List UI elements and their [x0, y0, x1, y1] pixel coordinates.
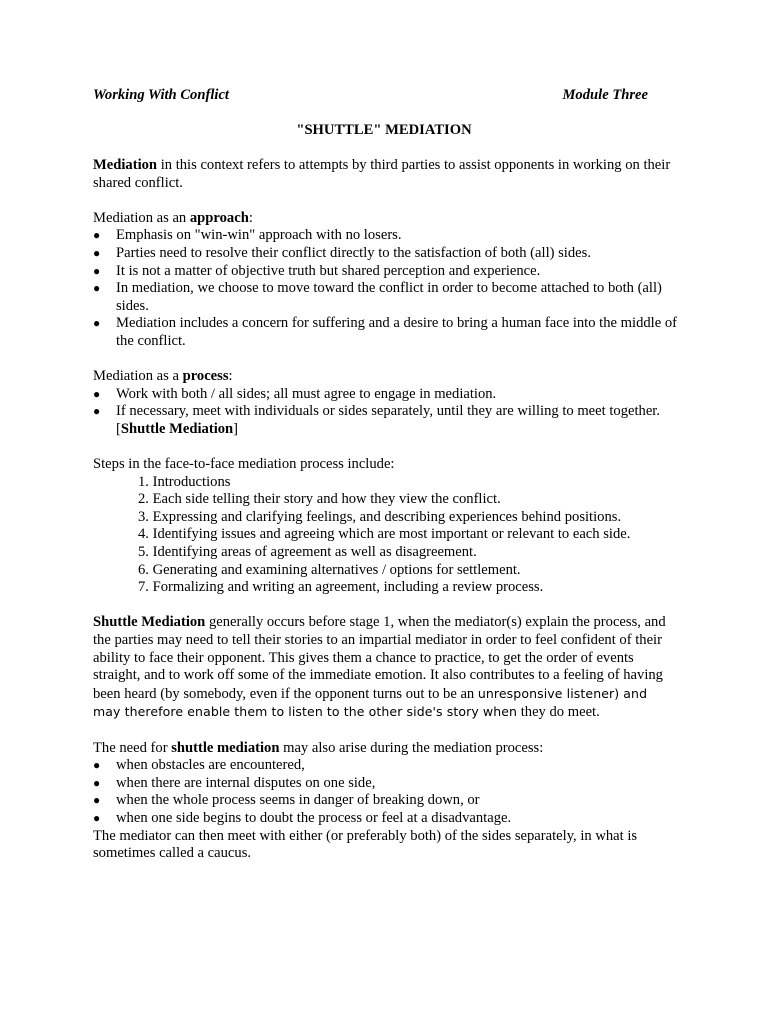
list-item: ● when the whole process seems in danger of breaking down, or — [93, 792, 480, 809]
bullet-icon: ● — [93, 404, 101, 419]
bullet-icon: ● — [93, 775, 101, 790]
approach-list — [93, 227, 678, 350]
page-title: "SHUTTLE" MEDIATION — [296, 122, 472, 138]
list-item: ● Emphasis on "win-win" approach with no losers. — [93, 227, 402, 244]
process-list — [93, 386, 678, 439]
list-item: 3. Expressing and clarifying feelings, and describing experiences behind positions. — [138, 508, 622, 525]
intro-paragraph: Mediation in this context refers to attempts by third parties to assist opponents in working on their shared conflict. — [93, 157, 671, 191]
list-item: ● Mediation includes a concern for suffering and a desire to bring a human face into the middle of the conflict. — [93, 315, 677, 349]
module-label: Module Three — [562, 87, 648, 103]
process-heading: Mediation as a process: — [93, 368, 233, 385]
need-heading: The need for shuttle mediation may also arise during the mediation process: — [93, 739, 544, 756]
bullet-icon: ● — [93, 793, 101, 808]
bullet-icon: ● — [93, 263, 101, 278]
bullet-icon: ● — [93, 281, 101, 296]
list-item: 4. Identifying issues and agreeing which are most important or relevant to each side. — [138, 526, 631, 543]
list-item: ● In mediation, we choose to move toward the conflict in order to become attached to both (all) sides. — [93, 280, 662, 314]
bullet-icon: ● — [93, 316, 101, 331]
list-item: ● when obstacles are encountered, — [93, 757, 305, 774]
list-item: ● Parties need to resolve their conflict directly to the satisfaction of both (all) sides. — [93, 244, 591, 261]
bullet-icon: ● — [93, 245, 101, 260]
list-item: ● If necessary, meet with individuals or sides separately, until they are willing to meet together. [Shuttle Mediation] — [93, 403, 661, 437]
list-item: ● when there are internal disputes on one side, — [93, 774, 376, 791]
bullet-icon: ● — [93, 810, 101, 825]
page-header — [93, 87, 648, 105]
list-item: 2. Each side telling their story and how they view the conflict. — [138, 491, 501, 508]
list-item: 1. Introductions — [138, 473, 231, 490]
bullet-icon: ● — [93, 758, 101, 773]
document-body — [93, 157, 678, 863]
bullet-icon: ● — [93, 386, 101, 401]
bullet-icon: ● — [93, 228, 101, 243]
list-item: 6. Generating and examining alternatives / options for settlement. — [138, 561, 521, 578]
shuttle-paragraph: Shuttle Mediation generally occurs before stage 1, when the mediator(s) explain the process, and the parties may need to tell their stories to an impartial mediator in order to feel confident of their ability to face their opponent. This gives them a chance to practice, to get the order of events straight, and to work off some of the immediate emotion. It also contributes to a feeling of having been heard (by somebody, even if the opponent turns out to be an unresponsive listener) and may therefore enable them to listen to the other side's story when they do meet. — [93, 614, 666, 721]
course-title: Working With Conflict — [93, 87, 229, 103]
list-item: 5. Identifying areas of agreement as well as disagreement. — [138, 544, 477, 561]
approach-heading: Mediation as an approach: — [93, 209, 253, 226]
list-item: ● when one side begins to doubt the process or feel at a disadvantage. — [93, 809, 512, 826]
need-list — [93, 757, 678, 827]
list-item: ● It is not a matter of objective truth but shared perception and experience. — [93, 262, 541, 279]
list-item: 7. Formalizing and writing an agreement, including a review process. — [138, 579, 544, 596]
steps-list — [93, 474, 678, 597]
closing-paragraph: The mediator can then meet with either (or preferably both) of the sides separately, in what is sometimes called a caucus. — [93, 827, 638, 862]
list-item: ● Work with both / all sides; all must agree to engage in mediation. — [93, 385, 497, 402]
steps-heading: Steps in the face-to-face mediation process include: — [93, 456, 395, 473]
